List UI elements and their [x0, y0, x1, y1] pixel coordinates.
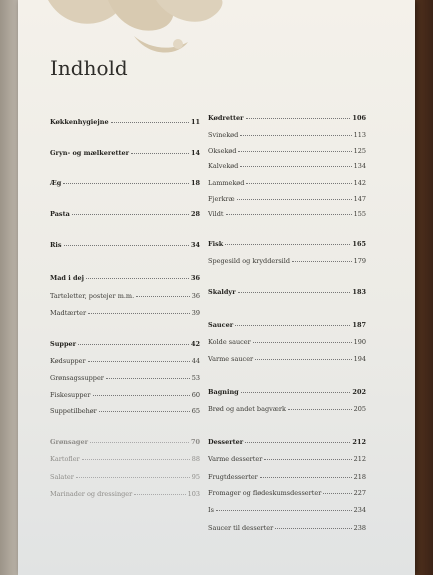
dot-leader	[237, 199, 352, 200]
toc-entry-label: Grønsager	[50, 438, 89, 446]
toc-page-number: 36	[191, 292, 200, 300]
dot-leader	[134, 494, 185, 495]
toc-page-number: 194	[353, 355, 366, 363]
toc-page-number: 227	[353, 489, 366, 497]
toc-entry-label: Madtærter	[50, 309, 87, 317]
dot-leader	[63, 183, 189, 184]
dot-leader	[238, 151, 351, 152]
toc-entry	[208, 148, 366, 155]
toc-section-heading	[50, 150, 200, 157]
dot-leader	[93, 395, 190, 396]
toc-page-number: 238	[353, 524, 366, 532]
toc-page-number: 44	[191, 357, 200, 365]
toc-entry	[208, 406, 366, 413]
toc-page-number: 147	[353, 195, 366, 203]
dot-leader	[292, 261, 352, 262]
toc-entry	[50, 456, 200, 463]
toc-entry-label: Kolde saucer	[208, 338, 251, 346]
toc-section-heading	[50, 119, 200, 126]
dot-leader	[72, 214, 189, 215]
toc-entry	[50, 491, 200, 498]
toc-page-number: 125	[353, 147, 366, 155]
dot-leader	[241, 392, 351, 393]
toc-entry	[208, 474, 366, 481]
toc-section-heading	[50, 341, 200, 348]
toc-entry-label: Bagning	[208, 388, 239, 396]
toc-page-number: 39	[191, 309, 200, 317]
toc-section-heading	[50, 211, 200, 218]
dot-leader	[246, 118, 351, 119]
toc-entry-label: Frugtdesserter	[208, 473, 258, 481]
toc-page-number: 34	[190, 241, 200, 249]
toc-entry-label: Fiskesupper	[50, 391, 91, 399]
toc-entry-label: Marinader og dressinger	[50, 490, 133, 498]
dot-leader	[76, 477, 190, 478]
toc-entry	[208, 507, 366, 514]
toc-entry	[50, 392, 200, 399]
dot-leader	[240, 135, 351, 136]
toc-entry	[50, 474, 200, 481]
toc-entry-label: Tarteletter, postejer m.m.	[50, 292, 135, 300]
toc-entry-label: Is	[208, 506, 214, 514]
dot-leader	[78, 344, 189, 345]
toc-entry	[208, 339, 366, 346]
dot-leader	[64, 245, 189, 246]
toc-page-number: 95	[191, 473, 200, 481]
toc-entry	[208, 132, 366, 139]
toc-entry-label: Gryn- og mælkeretter	[50, 149, 130, 157]
toc-page-number: 190	[353, 338, 366, 346]
dot-leader	[238, 292, 351, 293]
toc-entry-label: Fisk	[208, 240, 224, 248]
dot-leader	[99, 411, 190, 412]
toc-entry-label: Kartofler	[50, 455, 80, 463]
toc-entry	[208, 456, 366, 463]
toc-entry	[208, 211, 366, 218]
toc-page-number: 113	[353, 131, 366, 139]
dot-leader	[136, 296, 190, 297]
toc-entry-label: Suppetilbehør	[50, 407, 97, 415]
toc-entry-label: Lammekød	[208, 179, 245, 187]
page-title: Indhold	[50, 56, 128, 80]
toc-entry	[208, 196, 366, 203]
dot-leader	[264, 459, 351, 460]
toc-section-heading	[208, 322, 366, 329]
toc-page-number: 11	[190, 118, 200, 126]
toc-page-number: 53	[191, 374, 200, 382]
toc-page-number: 212	[353, 455, 366, 463]
dot-leader	[216, 510, 352, 511]
toc-section-heading	[208, 289, 366, 296]
toc-page-number: 36	[190, 274, 200, 282]
toc-entry	[208, 525, 366, 532]
toc-entry-label: Varme saucer	[208, 355, 254, 363]
toc-page-number: 60	[191, 391, 200, 399]
toc-section-heading	[208, 115, 366, 122]
toc-section-heading	[208, 389, 366, 396]
decorative-ornament	[38, 0, 228, 60]
toc-page-number: 134	[353, 162, 366, 170]
toc-entry-label: Varme desserter	[208, 455, 263, 463]
toc-page-number: 187	[352, 321, 366, 329]
dot-leader	[255, 359, 351, 360]
toc-entry-label: Saucer	[208, 321, 234, 329]
toc-entry	[50, 375, 200, 382]
dot-leader	[240, 166, 351, 167]
toc-page-number: 103	[187, 490, 200, 498]
toc-entry-label: Mad i dej	[50, 274, 84, 282]
dot-leader	[260, 477, 352, 478]
toc-entry-label: Salater	[50, 473, 74, 481]
toc-section-heading	[50, 242, 200, 249]
dot-leader	[288, 409, 352, 410]
toc-page-number: 212	[352, 438, 366, 446]
dot-leader	[235, 325, 350, 326]
toc-entry	[50, 408, 200, 415]
dot-leader	[106, 378, 190, 379]
toc-section-heading	[208, 241, 366, 248]
dot-leader	[90, 442, 189, 443]
toc-entry-label: Æg	[50, 179, 62, 187]
dot-leader	[88, 313, 190, 314]
dot-leader	[131, 153, 189, 154]
toc-entry-label: Oksekød	[208, 147, 237, 155]
toc-entry-label: Kalvekød	[208, 162, 239, 170]
toc-section-heading	[50, 275, 200, 282]
toc-page-number: 165	[352, 240, 366, 248]
dot-leader	[246, 183, 351, 184]
dot-leader	[82, 459, 190, 460]
toc-entry-label: Ris	[50, 241, 62, 249]
toc-page-number: 42	[190, 340, 200, 348]
toc-entry-label: Grønsagssupper	[50, 374, 104, 382]
dot-leader	[86, 278, 189, 279]
toc-entry-label: Svinekød	[208, 131, 239, 139]
toc-entry	[208, 180, 366, 187]
dot-leader	[88, 361, 190, 362]
toc-page-number: 18	[190, 179, 200, 187]
toc-entry	[50, 358, 200, 365]
toc-entry	[50, 293, 200, 300]
toc-page-number: 28	[190, 210, 200, 218]
toc-page-number: 205	[353, 405, 366, 413]
toc-entry-label: Fromager og flødeskumsdesserter	[208, 489, 322, 497]
toc-entry-label: Køkkenhygiejne	[50, 118, 109, 126]
toc-entry-label: Saucer til desserter	[208, 524, 274, 532]
toc-page-number: 106	[352, 114, 366, 122]
toc-page-number: 14	[190, 149, 200, 157]
toc-entry-label: Supper	[50, 340, 77, 348]
dot-leader	[245, 442, 350, 443]
toc-entry-label: Vildt	[208, 210, 224, 218]
toc-section-heading	[50, 180, 200, 187]
toc-entry-label: Brød og andet bagværk	[208, 405, 286, 413]
dot-leader	[111, 122, 189, 123]
toc-entry-label: Fjerkræ	[208, 195, 235, 203]
toc-page-number: 88	[191, 455, 200, 463]
toc-entry	[50, 310, 200, 317]
toc-section-heading	[208, 439, 366, 446]
toc-entry-label: Kødretter	[208, 114, 244, 122]
toc-page-number: 155	[353, 210, 366, 218]
toc-page-number: 234	[353, 506, 366, 514]
dot-leader	[225, 244, 350, 245]
toc-entry-label: Pasta	[50, 210, 70, 218]
book-page	[18, 0, 415, 575]
toc-page-number: 183	[352, 288, 366, 296]
dot-leader	[275, 528, 351, 529]
dot-leader	[323, 493, 351, 494]
toc-entry-label: Skaldyr	[208, 288, 236, 296]
toc-entry	[208, 163, 366, 170]
toc-page-number: 202	[352, 388, 366, 396]
toc-entry-label: Spegesild og kryddersild	[208, 257, 290, 265]
toc-page-number: 218	[353, 473, 366, 481]
toc-entry-label: Desserter	[208, 438, 244, 446]
toc-entry	[208, 258, 366, 265]
dot-leader	[226, 214, 352, 215]
toc-page-number: 142	[353, 179, 366, 187]
toc-entry	[208, 490, 366, 497]
toc-entry	[208, 356, 366, 363]
toc-page-number: 70	[190, 438, 200, 446]
toc-page-number: 179	[353, 257, 366, 265]
toc-section-heading	[50, 439, 200, 446]
dot-leader	[253, 342, 352, 343]
toc-page-number: 65	[191, 407, 200, 415]
toc-entry-label: Kødsupper	[50, 357, 86, 365]
